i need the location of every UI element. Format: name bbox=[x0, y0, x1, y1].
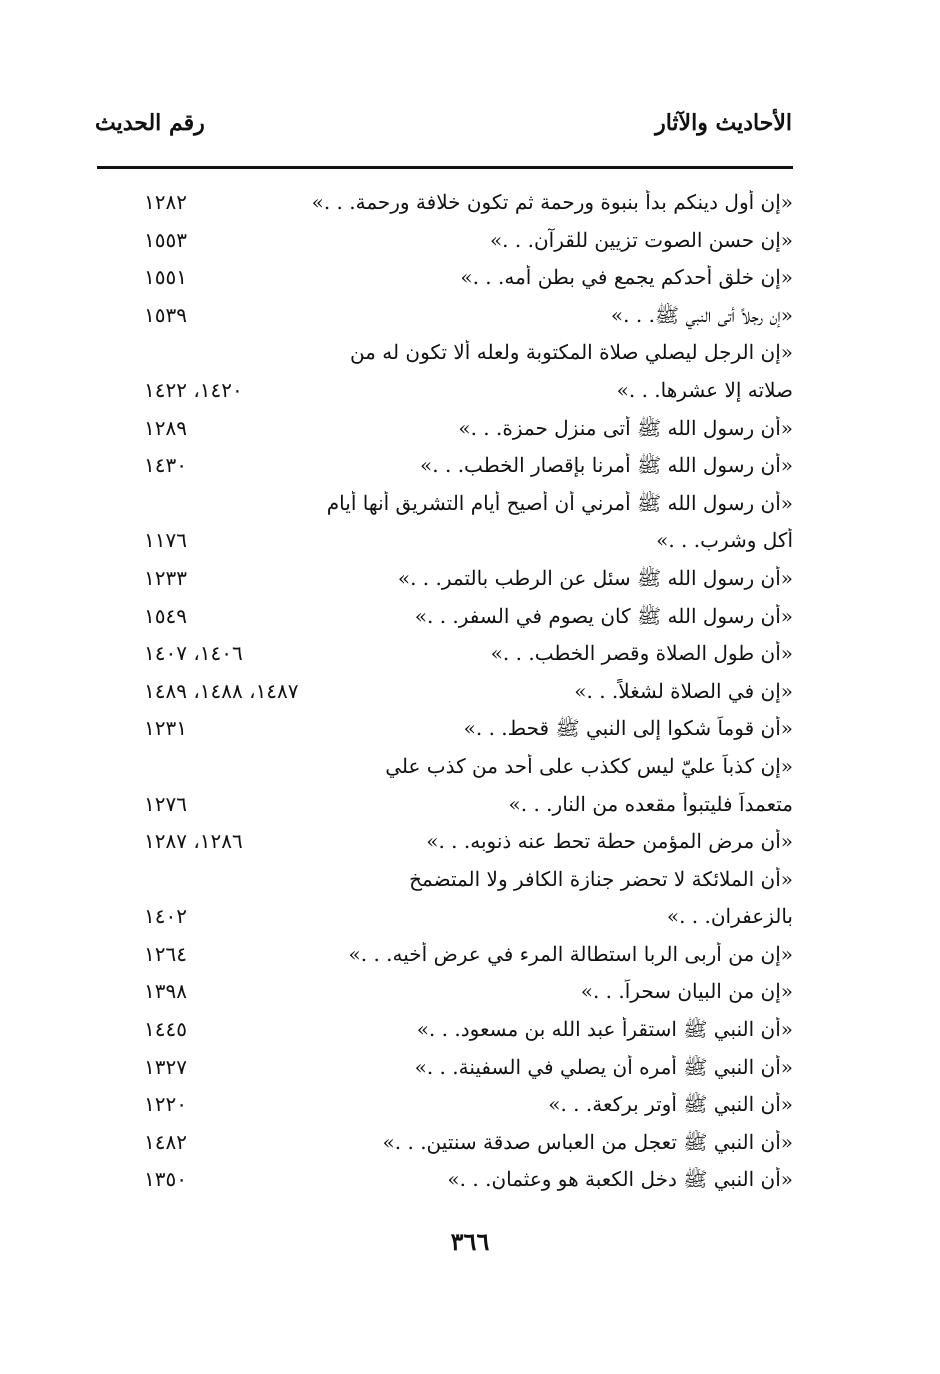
entry-ref-number: ١٢٨٦، ١٢٨٧ bbox=[144, 829, 243, 854]
entry-text: «أن رسول الله ﷺ كان يصوم في السفر. . .» bbox=[414, 603, 793, 628]
entry-text: «إن الرجل ليصلي صلاة المكتوبة ولعله ألا تكون له من bbox=[349, 340, 793, 365]
entry-ref-number: ١١٧٦ bbox=[144, 528, 187, 553]
index-entry bbox=[130, 1088, 793, 1126]
entry-text: أكل وشرب. . .» bbox=[656, 528, 793, 553]
entry-text: «أن رسول الله ﷺ سئل عن الرطب بالتمر. . .» bbox=[397, 565, 793, 590]
column-label: رقم الحديث bbox=[95, 110, 205, 136]
page-number: ٣٦٦ bbox=[450, 1227, 490, 1256]
entry-text: «إن رجلاً أتى النبي ﷺ. . .» bbox=[610, 302, 793, 327]
index-entry bbox=[130, 637, 793, 675]
entry-ref-number: ١٢٣١ bbox=[144, 716, 187, 741]
index-entry bbox=[130, 562, 793, 600]
entry-text: «إن في الصلاة لشغلاً. . .» bbox=[574, 678, 793, 703]
entry-ref-number: ١٢٧٦ bbox=[144, 791, 187, 816]
entry-text: «أن النبي ﷺ استقرأ عبد الله بن مسعود. . .» bbox=[416, 1017, 793, 1042]
entry-text: «أن مرض المؤمن حطة تحط عنه ذنوبه. . .» bbox=[426, 829, 793, 854]
index-entry bbox=[130, 600, 793, 638]
entry-text: «إن من أربى الربا استطالة المرء في عرض أخيه. . .» bbox=[348, 941, 793, 966]
entry-ref-number: ١٢٨٢ bbox=[144, 190, 187, 214]
entry-text: «أن طول الصلاة وقصر الخطب. . .» bbox=[490, 641, 793, 666]
entry-ref-number: ١٢٣٣ bbox=[144, 565, 187, 590]
entry-ref-number: ١٤٨٢ bbox=[144, 1129, 187, 1154]
index-entry bbox=[130, 750, 793, 788]
entry-ref-number: ١٢٢٠ bbox=[144, 1092, 187, 1117]
index-entry bbox=[130, 487, 793, 525]
running-title: الأحاديث والآثار bbox=[655, 110, 792, 136]
index-entry bbox=[130, 900, 793, 938]
index-entry bbox=[130, 863, 793, 901]
header-rule bbox=[97, 166, 793, 169]
entry-ref-number: ١٤٠٦، ١٤٠٧ bbox=[144, 641, 243, 666]
index-entry bbox=[130, 975, 793, 1013]
index-entry bbox=[130, 1051, 793, 1089]
entry-text: «أن رسول الله ﷺ أمرني أن أصيح أيام التشريق أنها أيام bbox=[326, 490, 793, 515]
entry-text: بالزعفران. . .» bbox=[666, 904, 793, 929]
entry-ref-number: ١٢٦٤ bbox=[144, 941, 187, 966]
index-entry bbox=[130, 224, 793, 262]
entry-text: «أن النبي ﷺ تعجل من العباس صدقة سنتين. . .» bbox=[382, 1129, 793, 1154]
entry-text: «إن من البيان سحراً. . .» bbox=[580, 979, 793, 1004]
index-entry bbox=[130, 825, 793, 863]
entry-ref-number: ١٤٤٥ bbox=[144, 1017, 187, 1042]
entry-text: متعمداً فليتبوأ مقعده من النار. . .» bbox=[508, 791, 793, 816]
entry-ref-number: ١٣٥٠ bbox=[144, 1167, 187, 1192]
index-entry bbox=[130, 336, 793, 374]
entry-ref-number: ١٣٢٧ bbox=[144, 1054, 187, 1079]
entry-text: «أن قوماً شكوا إلى النبي ﷺ قحط. . .» bbox=[463, 716, 793, 741]
index-entry bbox=[130, 186, 793, 224]
entry-text: «إن حسن الصوت تزيين للقرآن. . .» bbox=[489, 227, 793, 252]
entry-text: «أن رسول الله ﷺ أتى منزل حمزة. . .» bbox=[458, 415, 793, 440]
index-entry bbox=[130, 412, 793, 450]
index-entry bbox=[130, 1126, 793, 1164]
entry-text: «أن النبي ﷺ أوتر بركعة. . .» bbox=[548, 1092, 793, 1117]
index-entry bbox=[130, 675, 793, 713]
index-entry bbox=[130, 1163, 793, 1201]
index-entry bbox=[130, 788, 793, 826]
entry-ref-number: ١٥٤٩ bbox=[144, 603, 187, 628]
entry-text: «أن رسول الله ﷺ أمرنا بإقصار الخطب. . .» bbox=[420, 453, 793, 478]
entry-ref-number: ١٤٢٠، ١٤٢٢ bbox=[144, 377, 243, 402]
index-entry bbox=[130, 449, 793, 487]
entry-text: «أن النبي ﷺ أمره أن يصلي في السفينة. . .» bbox=[414, 1054, 793, 1079]
index-entry bbox=[130, 938, 793, 976]
hadith-index-list bbox=[130, 186, 793, 1201]
index-entry bbox=[130, 374, 793, 412]
entry-text: «أن الملائكة لا تحضر جنازة الكافر ولا المتضمخ bbox=[409, 866, 793, 891]
index-entry bbox=[130, 524, 793, 562]
index-entry bbox=[130, 261, 793, 299]
entry-text: «إن أول دينكم بدأ بنبوة ورحمة ثم تكون خلافة ورحمة. . .» bbox=[311, 190, 793, 214]
entry-ref-number: ١٥٣٩ bbox=[144, 302, 187, 327]
entry-text: صلاته إلا عشرها. . .» bbox=[616, 377, 793, 402]
entry-text: «إن كذباً عليّ ليس ككذب على أحد من كذب علي bbox=[385, 753, 793, 778]
entry-ref-number: ١٤٨٧، ١٤٨٨، ١٤٨٩ bbox=[144, 678, 299, 703]
entry-ref-number: ١٣٩٨ bbox=[144, 979, 187, 1004]
index-entry bbox=[130, 712, 793, 750]
entry-ref-number: ١٤٣٠ bbox=[144, 453, 187, 478]
index-entry bbox=[130, 299, 793, 337]
entry-text: «إن خلق أحدكم يجمع في بطن أمه. . .» bbox=[460, 265, 793, 290]
entry-ref-number: ١٥٥٣ bbox=[144, 227, 187, 252]
entry-ref-number: ١٢٨٩ bbox=[144, 415, 187, 440]
entry-ref-number: ١٥٥١ bbox=[144, 265, 187, 290]
entry-text: «أن النبي ﷺ دخل الكعبة هو وعثمان. . .» bbox=[447, 1167, 793, 1192]
index-entry bbox=[130, 1013, 793, 1051]
entry-ref-number: ١٤٠٢ bbox=[144, 904, 187, 929]
